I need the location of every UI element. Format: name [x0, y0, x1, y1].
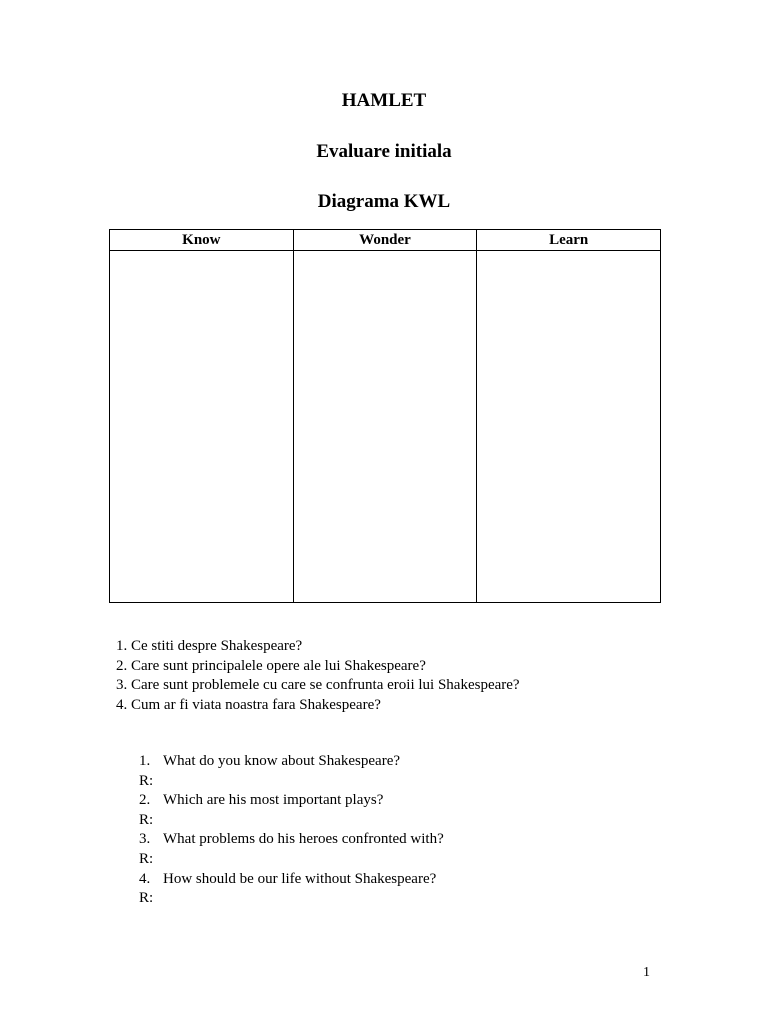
question-number: 4. — [139, 870, 151, 887]
question-text: Which are his most important plays? — [163, 792, 384, 809]
kwl-header-wonder: Wonder — [293, 230, 477, 251]
list-item: 4. Cum ar fi viata noastra fara Shakespeare? — [116, 697, 381, 714]
document-subtitle: Evaluare initiala — [316, 141, 452, 162]
answer-label: R: — [139, 890, 154, 907]
kwl-cell-wonder — [293, 251, 477, 603]
question-item — [139, 752, 444, 772]
list-item: 1. Ce stiti despre Shakespeare? — [116, 638, 303, 654]
list-item: 3. Care sunt problemele cu care se confrunta eroii lui Shakespeare? — [116, 677, 520, 694]
document-title: HAMLET — [341, 90, 427, 111]
kwl-header-learn: Learn — [477, 230, 661, 251]
question-number: 1. — [139, 753, 151, 769]
question-text: How should be our life without Shakespeare? — [163, 870, 437, 887]
romanian-question-list — [116, 637, 520, 716]
question-item — [139, 870, 444, 890]
kwl-table — [109, 229, 661, 603]
kwl-header-know: Know — [110, 230, 294, 251]
kwl-header-row — [110, 230, 661, 251]
question-number: 2. — [139, 792, 151, 809]
question-text: What problems do his heroes confronted with? — [163, 831, 444, 848]
english-question-list — [139, 752, 444, 909]
answer-label: R: — [139, 850, 154, 867]
list-item: 2. Care sunt principalele opere ale lui Shakespeare? — [116, 657, 426, 674]
question-text: What do you know about Shakespeare? — [163, 753, 401, 769]
answer-label: R: — [139, 772, 154, 789]
question-item — [139, 791, 444, 811]
kwl-cell-know — [110, 251, 294, 603]
page-number: 1 — [643, 965, 650, 980]
question-number: 3. — [139, 831, 151, 848]
kwl-cell-learn — [477, 251, 661, 603]
diagram-title: Diagrama KWL — [317, 191, 451, 212]
answer-label: R: — [139, 811, 154, 828]
question-item — [139, 830, 444, 850]
kwl-body-row — [110, 251, 661, 603]
